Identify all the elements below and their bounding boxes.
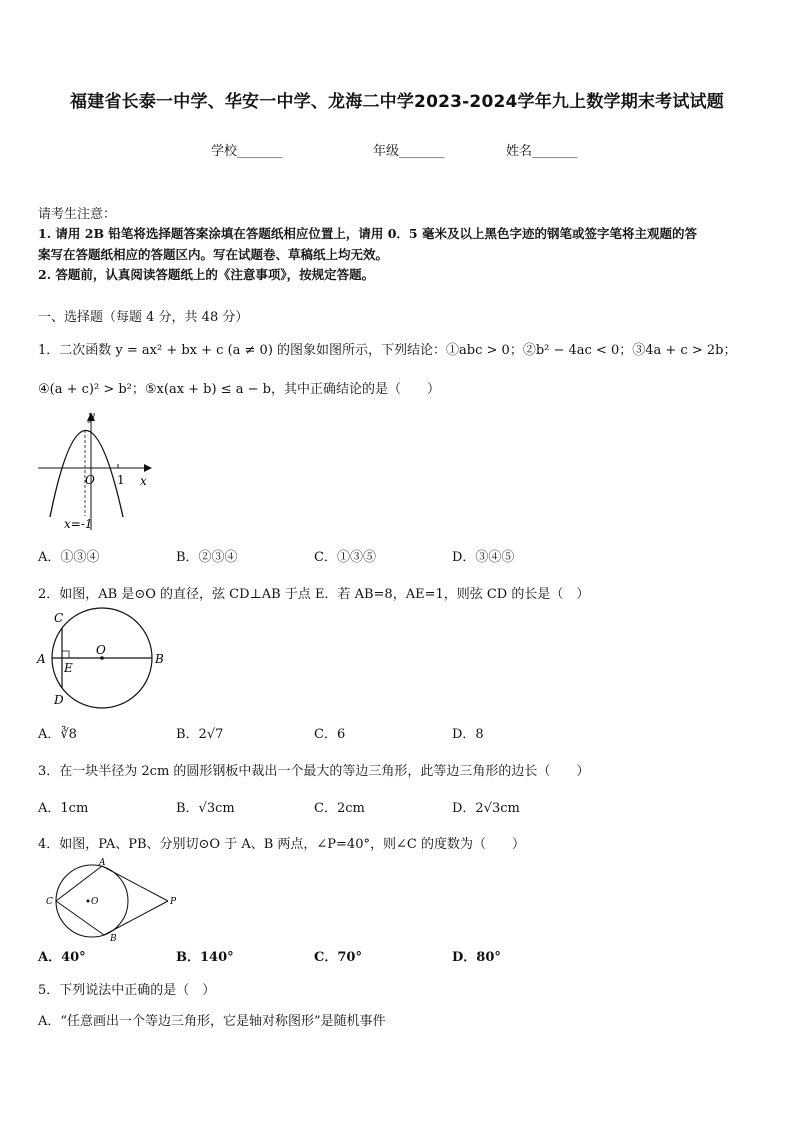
question-3-text: 3．在一块半径为 2cm 的圆形钢板中裁出一个最大的等边三角形，此等边三角形的边长（ ）	[38, 764, 590, 779]
question-1-line-2: ④(a + c)² > b²；⑤x(ax + b) ≤ a − b，其中正确结论的是（ ）	[38, 382, 440, 397]
label-a: A	[99, 858, 106, 868]
section-heading-choice: 一、选择题（每题 4 分，共 48 分）	[38, 310, 249, 325]
label-p: P	[170, 897, 177, 907]
question-4-text: 4．如图，PA、PB、分别切⊙O 于 A、B 两点，∠P=40°，则∠C 的度数为（ ）	[38, 837, 525, 852]
label-b: B	[155, 652, 164, 666]
question-1-line-1: 1．二次函数 y = ax² + bx + c (a ≠ 0) 的图象如图所示，下列结论：①abc > 0；②b² − 4ac < 0；③4a + c > 2b；	[38, 343, 737, 358]
label-b: B	[110, 934, 117, 942]
question-1-figure	[32, 404, 154, 532]
label-o: O	[91, 897, 99, 907]
q4-option-d[interactable]: D．80°	[452, 950, 501, 965]
label-a: A	[37, 652, 46, 666]
q1-option-a[interactable]: A．①③④	[38, 550, 100, 565]
question-2-figure	[36, 604, 172, 710]
q1-option-b[interactable]: B．②③④	[176, 550, 238, 565]
q4-option-a[interactable]: A．40°	[38, 950, 86, 965]
label-d: D	[54, 693, 64, 707]
label-o: O	[96, 643, 106, 657]
label-c: C	[46, 897, 53, 907]
exam-title: 福建省长泰一中学、华安一中学、龙海二中学2023-2024学年九上数学期末考试试题	[70, 92, 724, 112]
q2-option-d[interactable]: D．8	[452, 727, 484, 742]
center-point	[87, 900, 90, 903]
origin-label: O	[85, 473, 95, 487]
tangent-pa	[102, 866, 168, 901]
notice-line-2: 2. 答题前，认真阅读答题纸上的《注意事项》，按规定答题。	[38, 267, 375, 282]
grade-field[interactable]: 年级_______	[373, 144, 445, 159]
label-c: C	[54, 611, 64, 625]
q3-option-b[interactable]: B．√3cm	[176, 801, 235, 816]
name-field[interactable]: 姓名_______	[506, 144, 578, 159]
q2-option-b[interactable]: B．2√7	[176, 727, 224, 742]
q2-option-c[interactable]: C．6	[314, 727, 346, 742]
q3-option-a[interactable]: A．1cm	[38, 801, 89, 816]
q5-option-a[interactable]: A．“任意画出一个等边三角形，它是轴对称图形”是随机事件	[38, 1014, 386, 1029]
y-label: y	[88, 409, 95, 423]
question-2-text: 2．如图，AB 是⊙O 的直径，弦 CD⊥AB 于点 E．若 AB=8，AE=1，则弦 CD 的长是（ ）	[38, 587, 590, 602]
question-4-figure	[42, 858, 182, 942]
notice-line-1a: 1. 请用 2B 铅笔将选择题答案涂填在答题纸相应位置上，请用 0．5 毫米及以上黑色字迹的钢笔或签字笔将主观题的答	[38, 226, 697, 241]
q4-option-c[interactable]: C．70°	[314, 950, 362, 965]
question-5-text: 5．下列说法中正确的是（ ）	[38, 983, 216, 998]
school-field[interactable]: 学校_______	[211, 144, 283, 159]
tick-1-label: 1	[117, 473, 125, 487]
notice-line-1b: 案写在答题纸相应的答题区内。写在试题卷、草稿纸上均无效。	[38, 247, 389, 262]
x-axis-arrow	[144, 464, 152, 472]
symmetry-axis-label: x=-1	[64, 517, 93, 531]
q1-option-c[interactable]: C．①③⑤	[314, 550, 376, 565]
x-label: x	[140, 474, 147, 488]
q1-option-d[interactable]: D．③④⑤	[452, 550, 515, 565]
right-angle-mark	[62, 651, 69, 658]
q4-option-b[interactable]: B．140°	[176, 950, 234, 965]
label-e: E	[64, 661, 73, 675]
notice-heading: 请考生注意：	[38, 207, 117, 222]
q3-option-c[interactable]: C．2cm	[314, 801, 365, 816]
tangent-pb	[104, 901, 168, 935]
segment-ca	[56, 866, 102, 901]
q2-option-a[interactable]: A．∛8	[38, 727, 77, 742]
q3-option-d[interactable]: D．2√3cm	[452, 801, 520, 816]
